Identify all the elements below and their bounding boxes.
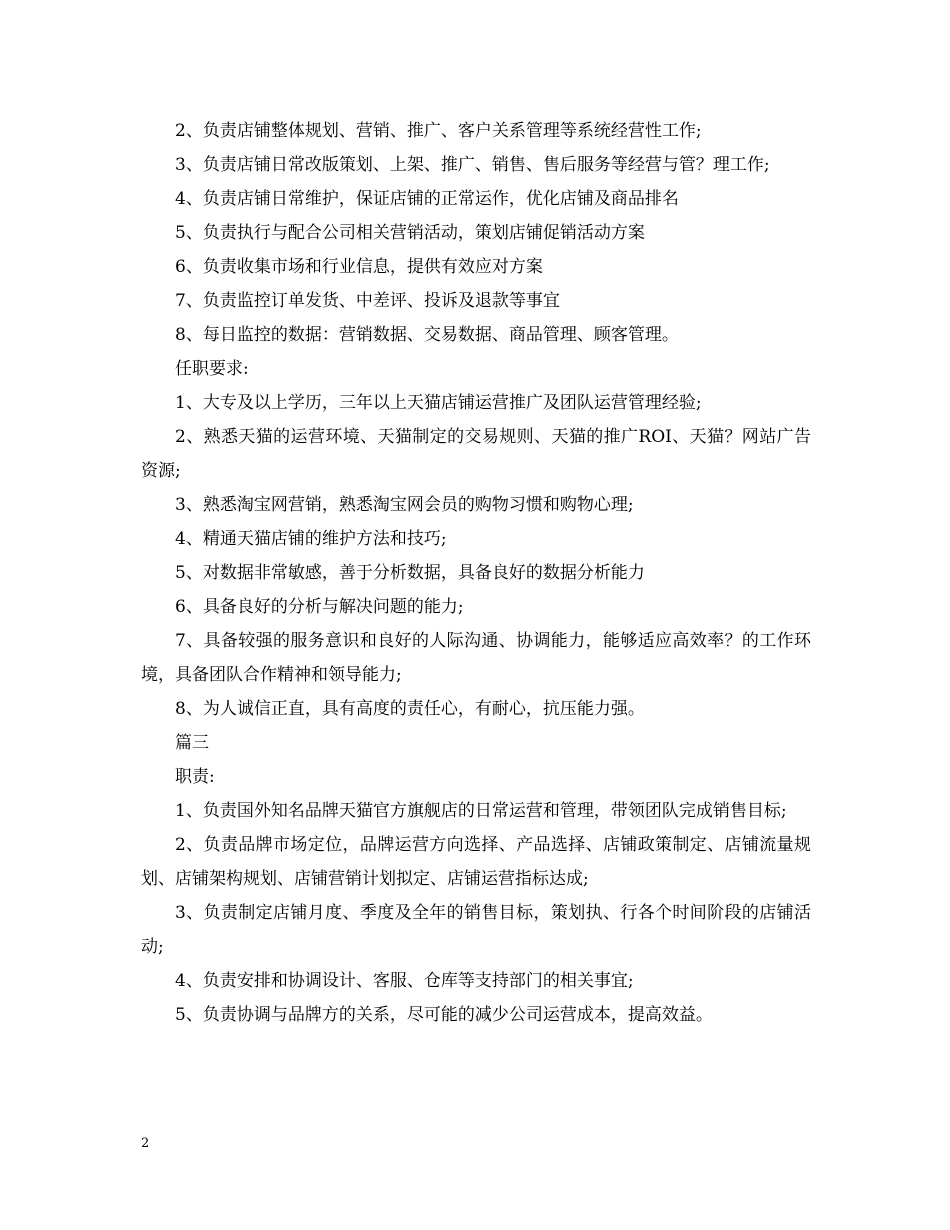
paragraph-duty-7: 7、负责监控订单发货、中差评、投诉及退款等事宜 xyxy=(175,291,560,311)
paragraph-section3-duty-2: 2、负责品牌市场定位，品牌运营方向选择、产品选择、店铺政策制定、店铺流量规划、店铺架构规划、店铺营销计划拟定、店铺运营指标达成; xyxy=(141,835,811,889)
paragraph-duty-6: 6、负责收集市场和行业信息，提供有效应对方案 xyxy=(175,257,543,277)
paragraph-requirement-3: 3、熟悉淘宝网营销，熟悉淘宝网会员的购物习惯和购物心理; xyxy=(175,495,634,515)
paragraph-section3-duty-4: 4、负责安排和协调设计、客服、仓库等支持部门的相关事宜; xyxy=(175,971,634,991)
paragraph-requirement-5: 5、对数据非常敏感，善于分析数据，具备良好的数据分析能力 xyxy=(175,563,645,583)
paragraph-requirement-7: 7、具备较强的服务意识和良好的人际沟通、协调能力，能够适应高效率？的工作环境，具备团队合作精神和领导能力; xyxy=(141,631,811,685)
heading-duties: 职责: xyxy=(175,767,215,787)
paragraph-duty-3: 3、负责店铺日常改版策划、上架、推广、销售、售后服务等经营与管？理工作; xyxy=(175,155,770,175)
paragraph-requirement-6: 6、具备良好的分析与解决问题的能力; xyxy=(175,597,464,617)
paragraph-requirement-8: 8、为人诚信正直，具有高度的责任心，有耐心，抗压能力强。 xyxy=(175,699,645,719)
paragraph-section3-duty-5: 5、负责协调与品牌方的关系，尽可能的减少公司运营成本，提高效益。 xyxy=(175,1005,713,1025)
paragraph-duty-2: 2、负责店铺整体规划、营销、推广、客户关系管理等系统经营性工作; xyxy=(175,121,702,141)
paragraph-requirement-1: 1、大专及以上学历，三年以上天猫店铺运营推广及团队运营管理经验; xyxy=(175,393,702,413)
page-number: 2 xyxy=(141,1136,150,1151)
paragraph-section3-duty-3: 3、负责制定店铺月度、季度及全年的销售目标，策划执、行各个时间阶段的店铺活动; xyxy=(141,903,811,957)
paragraph-duty-8: 8、每日监控的数据：营销数据、交易数据、商品管理、顾客管理。 xyxy=(175,325,679,345)
paragraph-duty-4: 4、负责店铺日常维护，保证店铺的正常运作，优化店铺及商品排名 xyxy=(175,189,679,209)
heading-section-three: 篇三 xyxy=(175,733,209,753)
paragraph-duty-5: 5、负责执行与配合公司相关营销活动，策划店铺促销活动方案 xyxy=(175,223,645,243)
paragraph-requirement-4: 4、精通天猫店铺的维护方法和技巧; xyxy=(175,529,447,549)
paragraph-requirement-2: 2、熟悉天猫的运营环境、天猫制定的交易规则、天猫的推广ROI、天猫？网站广告资源; xyxy=(141,427,811,481)
heading-requirements: 任职要求: xyxy=(175,359,249,379)
document-body xyxy=(141,114,811,1032)
paragraph-section3-duty-1: 1、负责国外知名品牌天猫官方旗舰店的日常运营和管理，带领团队完成销售目标; xyxy=(175,801,787,821)
